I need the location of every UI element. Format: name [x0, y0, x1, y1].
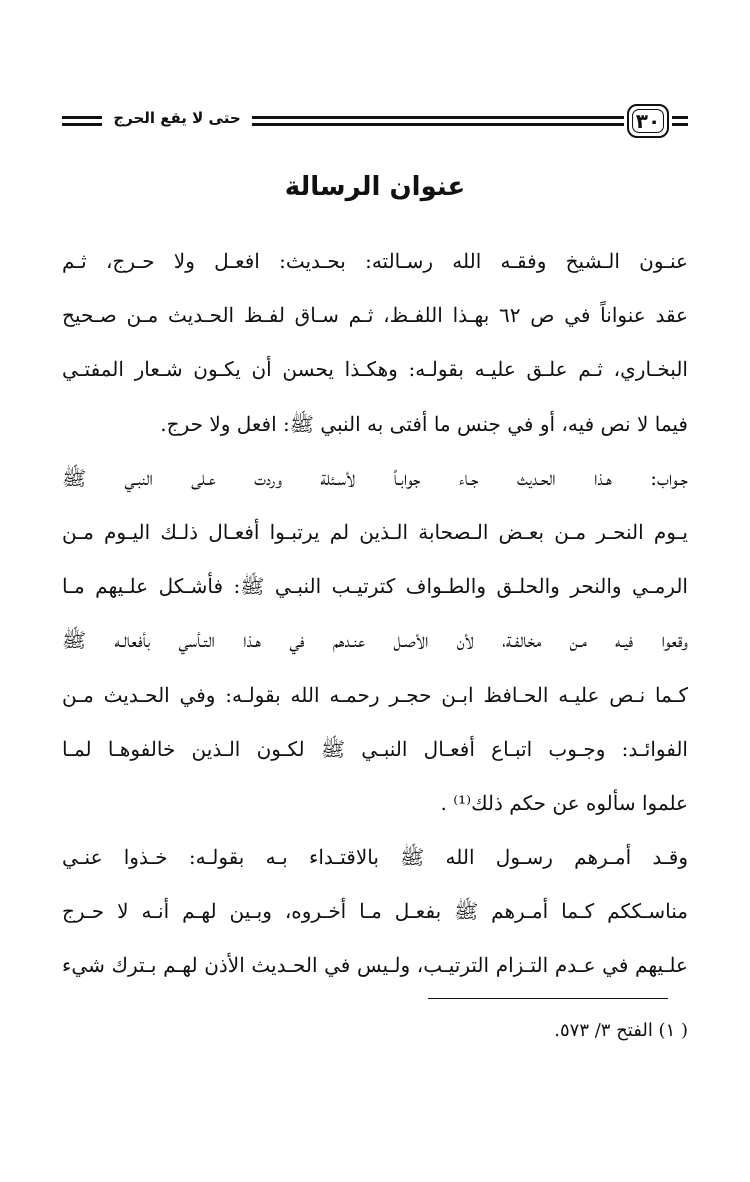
- footnote-divider: [428, 998, 668, 999]
- page-number: ٣٠: [627, 104, 669, 138]
- footnote: ( ١) الفتح ٣/ ٥٧٣.: [554, 1020, 688, 1041]
- body-text: [62, 234, 688, 993]
- text-line: عنـون الـشيخ وفقـه الله رسـالته: بحـديث: افعـل ولا حـرج، ثـم: [62, 249, 688, 273]
- text-line: علـيهم في عـدم التـزام الترتيـب، ولـيس في الحـديث الأذن لهـم بـترك شيء: [62, 953, 688, 978]
- header-rule-middle: [252, 116, 624, 126]
- text-line: فيما لا نص فيه، أو في جنس ما أفتى به النبي ﷺ: افعل ولا حرج.: [160, 411, 688, 436]
- header-rule-right: [672, 116, 688, 126]
- section-title: عنوان الرسالة: [284, 172, 466, 202]
- header-rule-left: [62, 116, 102, 126]
- text-line: يـوم النحـر مـن بعـض الـصحابة الـذين لم يرتبـوا أفعـال ذلـك اليـوم مـن: [62, 519, 688, 544]
- text-line: البخـاري، ثـم علـق عليـه بقولـه: وهكـذا يحسن أن يكـون شـعار المفتـي: [62, 357, 688, 382]
- text-line: مناسـككم كـما أمـرهم ﷺ بفعـل مـا أخـروه، وبـين لهـم أنـه لا حـرج: [62, 899, 688, 924]
- text-line: كـما نـص عليـه الحـافظ ابـن حجـر رحمـه الله بقولـه: وفي الحـديث مـن: [62, 682, 688, 707]
- text-line: عقد عنواناً في ص ٦٢ بهـذا اللفـظ، ثـم سـاق لفـظ الحـديث مـن صـحيح: [62, 303, 688, 328]
- text-line: علموا سألوه عن حكم ذلك⁽¹⁾ .: [440, 790, 688, 815]
- text-line: الفوائـد: وجـوب اتبـاع أفعـال النبـي ﷺ لكـون الـذين خالفوهـا لمـا: [62, 736, 688, 761]
- running-title: حتى لا يقع الحرج: [113, 109, 241, 127]
- text-line: جـواب: هـذا الحـديث جـاء جوابـاً لأسـئلة وردت عـلى النبـي ﷺ: [62, 465, 688, 490]
- text-line: وقـد أمـرهم رسـول الله ﷺ بالاقتـداء بـه بقولـه: خـذوا عنـي: [62, 845, 688, 870]
- page-header: [62, 100, 688, 146]
- text-line: الرمـي والنحر والحلـق والطـواف كترتيـب النبـي ﷺ: فأشـكل علـيهم مـا: [62, 574, 688, 599]
- text-line: وقعوا فيـه مـن مخالفـة، لأن الأصـل عنـدهم في هـذا التـأسي بأفعالـه ﷺ: [62, 628, 688, 653]
